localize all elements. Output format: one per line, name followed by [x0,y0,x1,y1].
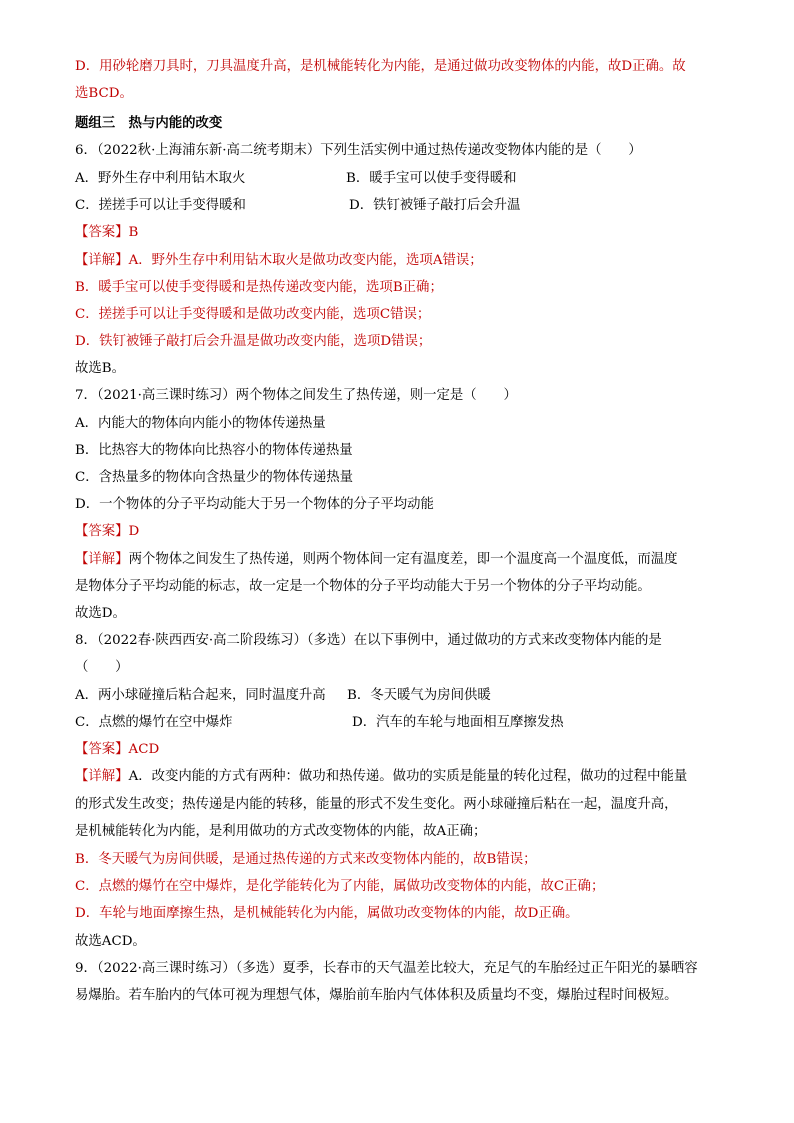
q6-detail-line-2: B．暖手宝可以使手变得暖和是热传递改变内能，选项B正确； [75,280,443,295]
q8-option-a: A．两小球碰撞后粘合起来，同时温度升高 [75,688,326,703]
q6-detail-label: 【详解】 [75,253,129,268]
prev-explanation-line-1: D．用砂轮磨刀具时，刀具温度升高，是机械能转化为内能，是通过做功改变物体的内能，故D正确。故 [75,59,686,74]
q8-stem-line-2: （ ） [75,660,129,675]
q8-final-answer: 故选ACD。 [75,934,146,949]
q6-option-a: A．野外生存中利用钻木取火 [75,171,246,186]
q8-detail-text-1: A．改变内能的方式有两种：做功和热传递。做功的实质是能量的转化过程，做功的过程中能量 [128,769,688,784]
q8-detail-label: 【详解】 [75,769,129,784]
q9-stem-line-1: 9．（2022·高三课时练习）（多选）夏季，长春市的天气温差比较大，充足气的车胎经过正午阳光的暴晒容 [75,961,698,976]
group-title: 题组三 热与内能的改变 [75,115,223,131]
q8-detail-line-4: B．冬天暖气为房间供暖，是通过热传递的方式来改变物体内能的，故B错误； [75,852,537,867]
q6-final-answer: 故选B。 [75,361,126,376]
q6-detail-line-3: C．搓搓手可以让手变得暖和是做功改变内能，选项C错误； [75,307,431,322]
q7-detail-text-1: 两个物体之间发生了热传递，则两个物体间一定有温度差，即一个温度高一个温度低，而温度 [128,552,678,567]
q8-option-b: B．冬天暖气为房间供暖 [347,688,491,703]
q8-detail-line-1 [75,767,687,787]
q7-final-answer: 故选D。 [75,606,126,621]
q6-option-b: B．暖手宝可以使手变得暖和 [346,171,517,186]
q6-answer: 【答案】B [75,225,139,240]
q7-detail-label: 【详解】 [75,552,129,567]
q6-stem: 6．（2022秋·上海浦东新·高二统考期末）下列生活实例中通过热传递改变物体内能的是（ ） [75,143,642,158]
q6-option-c: C．搓搓手可以让手变得暖和 [75,198,246,213]
q8-detail-line-5: C．点燃的爆竹在空中爆炸，是化学能转化为了内能，属做功改变物体的内能，故C正确； [75,879,605,894]
q8-detail-line-2: 的形式发生改变；热传递是内能的转移，能量的形式不发生变化。两小球碰撞后粘在一起，温度升高， [75,797,678,812]
q6-detail-line-4: D．铁钉被锤子敲打后会升温是做功改变内能，选项D错误； [75,334,432,349]
q7-option-b: B．比热容大的物体向比热容小的物体传递热量 [75,443,353,458]
q8-detail-line-6: D．车轮与地面摩擦生热，是机械能转化为内能，属做功改变物体的内能，故D正确。 [75,906,579,921]
q7-detail-line-2: 是物体分子平均动能的标志，故一定是一个物体的分子平均动能大于另一个物体的分子平均动能。 [75,579,651,594]
q9-stem-line-2: 易爆胎。若车胎内的气体可视为理想气体，爆胎前车胎内气体体积及质量均不变，爆胎过程时间极短。 [75,988,678,1003]
q8-option-c: C．点燃的爆竹在空中爆炸 [75,715,233,730]
q6-detail-line-1 [75,251,483,271]
prev-explanation-line-2: 选BCD。 [75,86,133,101]
q8-answer: 【答案】ACD [75,742,160,757]
q8-stem-line-1: 8．（2022春·陕西西安·高二阶段练习）（多选）在以下事例中，通过做功的方式来改变物体内能的是 [75,633,662,648]
q7-detail-line-1 [75,550,678,570]
q7-option-c: C．含热量多的物体向含热量少的物体传递热量 [75,470,354,485]
q7-stem: 7．（2021·高三课时练习）两个物体之间发生了热传递，则一定是（ ） [75,388,517,403]
q8-detail-line-3: 是机械能转化为内能，是利用做功的方式改变物体的内能，故A正确； [75,824,487,839]
q7-option-a: A．内能大的物体向内能小的物体传递热量 [75,416,326,431]
q6-detail-text-1: A．野外生存中利用钻木取火是做功改变内能，选项A错误； [128,253,483,268]
q7-answer: 【答案】D [75,524,140,539]
q8-option-d: D．汽车的车轮与地面相互摩擦发热 [352,715,564,730]
q6-option-d: D．铁钉被锤子敲打后会升温 [349,198,521,213]
q7-option-d: D．一个物体的分子平均动能大于另一个物体的分子平均动能 [75,497,434,512]
